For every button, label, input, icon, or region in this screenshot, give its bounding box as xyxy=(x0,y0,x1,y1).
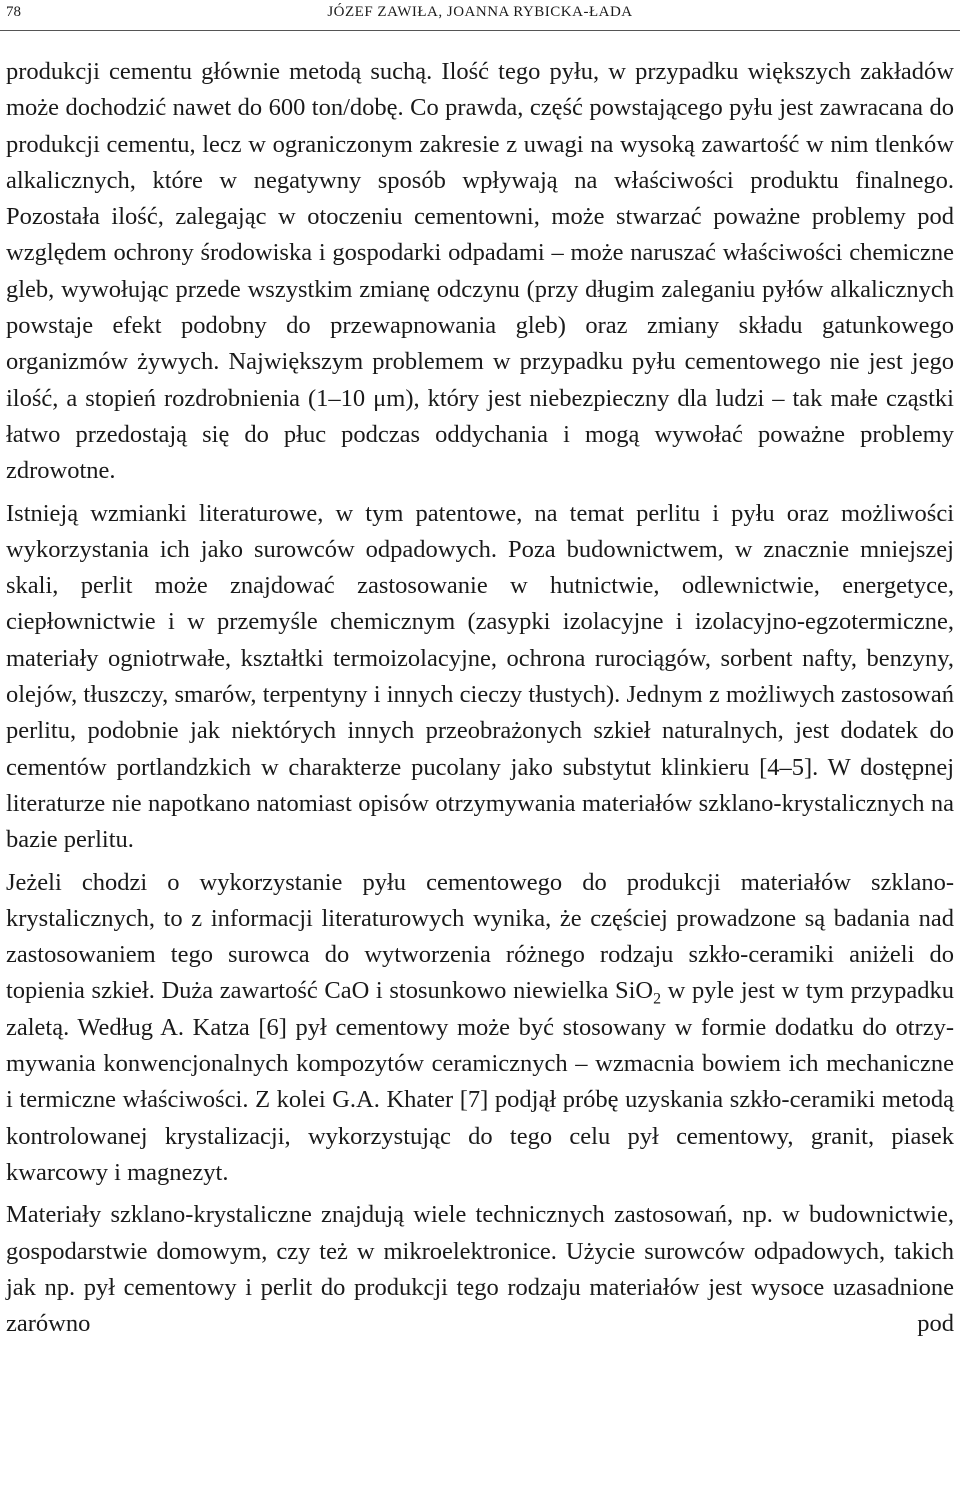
paragraph-applications: Materiały szklano-krystaliczne znajdują wiele technicznych zastosowań, np. w budownictwie, gospodarstwie domowym, czy też w mikroelektronice. Użycie surowców odpadowych, takich jak np. pył cementowy i perlit do produkcji tego rodzaju materiałów jest wysoce uzasadnione zarówno pod xyxy=(6,1201,954,1338)
paragraph-cement-dust: produkcji cementu głównie metodą suchą. Ilość tego pyłu, w przypadku większych zakładów może dochodzić nawet do 600 ton/dobę. Co prawda, część powstającego pyłu jest zawracana do produkcji cementu, lecz w ograniczonym zakresie z uwagi na wysoką zawartość w nim tlenków alkalicznych, które w negatywny sposób wpływają na właściwości produktu finalnego. Pozostała ilość, zalegając w otoczeniu cementowni, może stwarzać poważne problemy pod względem ochrony środowiska i gospodarki odpadami – może naruszać właściwości chemiczne gleb, wywołując przede wszystkim zmianę odczynu (przy długim zaleganiu pyłów alkalicznych powstaje efekt podobny do przewapnowania gleb) oraz zmiany składu gatunkowego organizmów żywych. Największym problemem w przypadku pyłu cementowego nie jest jego ilość, a stopień rozdrobnienia (1–10 μm), który jest niebezpieczny dla ludzi – tak małe cząstki łatwo przedostają się do płuc podczas oddychania i mogą wywołać poważne problemy zdrowotne. xyxy=(6,58,954,485)
paragraph-perlite-uses: Istnieją wzmianki literaturowe, w tym patentowe, na temat perlitu i pyłu oraz możliwości wykorzystania ich jako surowców odpadowych. Poza budownictwem, w znacznie mniejszej skali, perlit może znajdować zastosowanie w hutnictwie, odlewnictwie, energetyce, ciepłownictwie i w przemyśle chemicznym (zasypki izolacyjne i izolacyjno-egzotermiczne, materiały ogniotrwałe, kształtki termoizolacyjne, ochrona rurociągów, sorbent nafty, benzyny, olejów, tłuszczy, smarów, terpentyny i innych cieczy tłustych). Jednym z możliwych zastosowań perlitu, podobnie jak niektórych innych przeobrażonych szkieł naturalnych, jest dodatek do cementów portlandzkich w charakterze pucolany jako substytut klinkieru [4–5]. W dostępnej literaturze nie napotkano natomiast opisów otrzymywania materiałów szklano-krystalicznych na bazie perlitu. xyxy=(6,499,954,854)
running-head-authors: JÓZEF ZAWIŁA, JOANNA RYBICKA-ŁADA xyxy=(327,4,633,20)
paragraph-glass-ceramics-text-b: w pyle jest w tym przypadku zaletą. Według A. Katza [6] pył cementowy może być stosowany w formie dodatku do otrzymywania konwencjonalnych kompozytów ceramicznych – wzmacnia bowiem ich mechaniczne i termiczne właściwości. Z kolei G.A. Khater [7] podjął próbę uzyskania szkło-ceramiki metodą kontrolowanej krystalizacji, wykorzystując do tego celu pył cementowy, granit, piasek kwarcowy i magnezyt. xyxy=(6,977,954,1186)
page-number: 78 xyxy=(6,4,21,20)
paragraph-glass-ceramics-text-a: Jeżeli chodzi o wykorzystanie pyłu cementowego do produkcji materiałów szklano-krystalicznych, to z informacji literaturowych wynika, że częściej prowadzone są badania nad zastosowaniem tego surowca do wytworzenia różnego rodzaju szkło-ceramiki aniżeli do topienia szkieł. Duża zawartość CaO i stosunkowo niewielka SiO xyxy=(6,868,954,1005)
paragraph-glass-ceramics xyxy=(6,865,954,1192)
body-text xyxy=(6,54,954,1348)
running-header xyxy=(0,0,960,31)
silica-subscript: 2 xyxy=(653,990,662,1008)
